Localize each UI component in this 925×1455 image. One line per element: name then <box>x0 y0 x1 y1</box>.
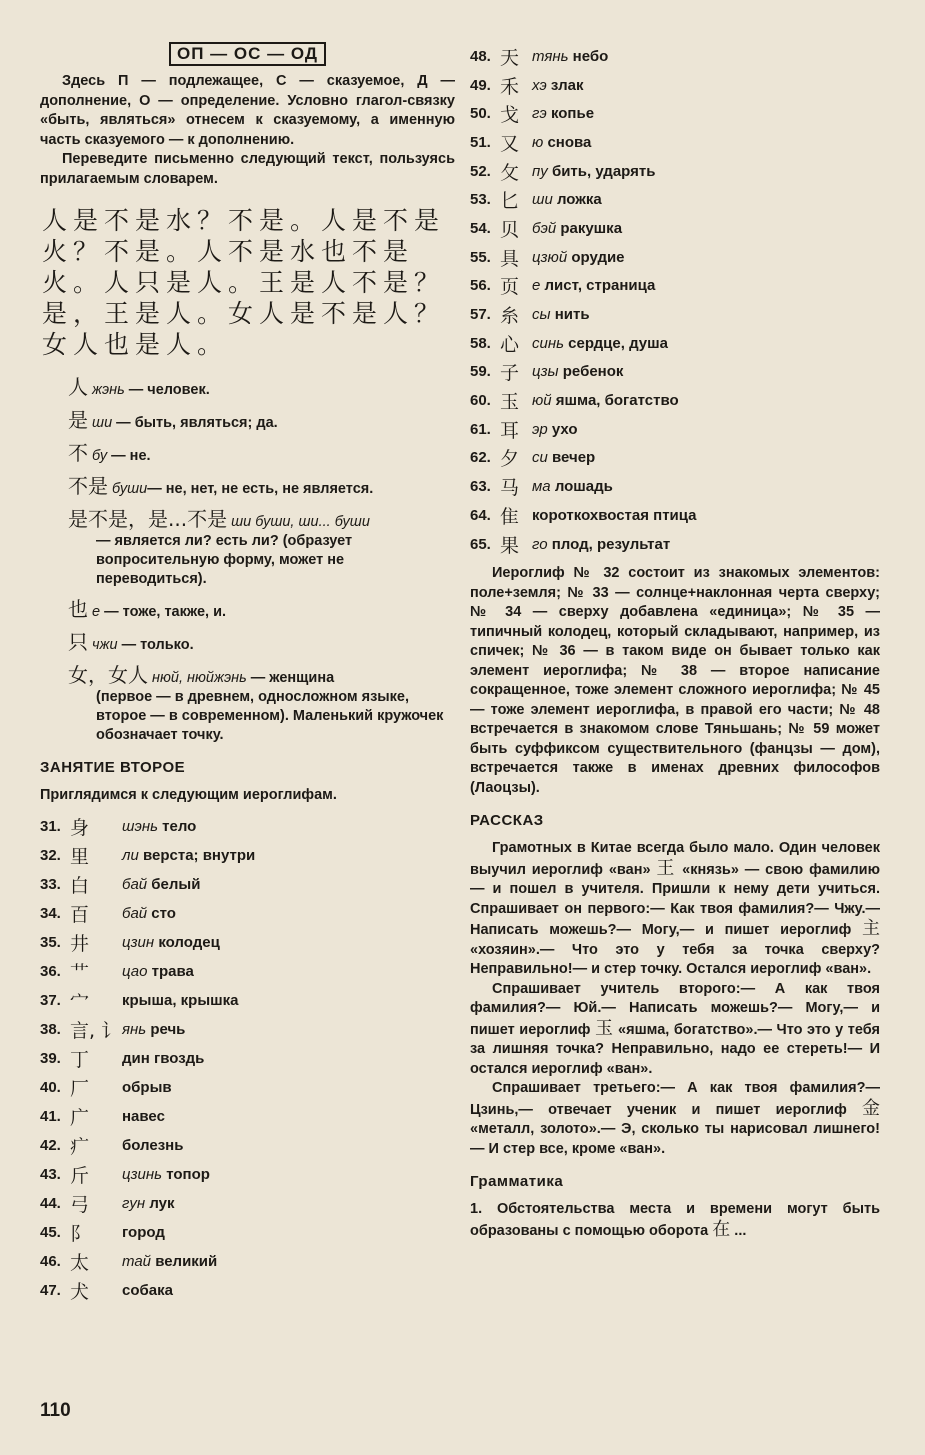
chinese-line: 人是不是水？不是。人是不是 <box>42 206 446 235</box>
entry-meaning: цзюй орудие <box>532 248 625 266</box>
character-entry <box>40 1102 455 1131</box>
entry-meaning: цзинь топор <box>122 1165 210 1183</box>
character-entry <box>470 329 880 358</box>
entry-meaning: гун лук <box>122 1194 175 1212</box>
entry-number: 39. <box>40 1049 61 1067</box>
entry-character: 戈 <box>500 104 520 127</box>
character-entry <box>40 899 455 928</box>
entry-number: 52. <box>470 162 491 180</box>
character-entry <box>40 957 455 986</box>
character-entry <box>470 71 880 100</box>
entry-number: 35. <box>40 933 61 951</box>
character-entry <box>40 870 455 899</box>
character-entry <box>470 214 880 243</box>
entry-meaning: пу бить, ударять <box>532 162 656 180</box>
entry-meaning: эр ухо <box>532 420 578 438</box>
entry-meaning: ма лошадь <box>532 478 613 496</box>
entry-number: 65. <box>470 535 491 553</box>
notes-paragraph: Иероглиф № 32 состоит из знакомых элементов: поле+земля; № 33 — солнце+наклонная черта сверху; № 34 — сверху добавлена «единица»; № 35 — типичный колодец, который складывают, например, из спичек; № 36 — в таком виде он бывает только как элемент иероглифа; № 38 — второе написание сокращенное, тоже элемент сложного иероглифа; № 45 — тоже элемент иероглифа, в правой его части; № 48 встречается в знакомом слове Тяньшань; № 59 может быть суффиксом существительного (фанцзы — дом), встречается также в именах древних философов (Лаоцзы). <box>470 565 880 796</box>
vocab-item: 是不是，是...不是 ши буши, ши... буши — является ли? есть ли? (образует вопросительную форму, может не переводиться). <box>68 507 370 587</box>
entry-number: 36. <box>40 962 61 980</box>
character-entry <box>470 300 880 329</box>
entry-character: 夕 <box>500 448 520 471</box>
vocab-item: 女，女人 нюй, нюйжэнь — женщина (первое — в древнем, односложном языке, второе — в современном). Маленький кружочек обозначает точку. <box>68 663 444 743</box>
character-entry <box>470 530 880 559</box>
story-paragraph-1: Грамотных в Китае всегда было мало. Один человек выучил иероглиф «ван» 王 «князь» — свою фамилию — и пошел в учителя. Пришли к нему дети учиться. Спрашивает он первого:— Как твоя фамилия?— Чжу.— Написать можешь?— Могу,— и пишет иероглиф 主 «хозяин».— Что это у тебя за точка сверху? Неправильно!— и стер точку. Остался иероглиф «ван». <box>470 840 880 978</box>
character-entry <box>470 157 880 186</box>
entry-meaning: дин гвоздь <box>122 1049 205 1067</box>
character-entry <box>470 42 880 71</box>
entry-meaning: цзы ребенок <box>532 363 624 381</box>
vocab-item: 不 бу — не. <box>68 441 151 465</box>
story-paragraph-3: Спрашивает третьего:— А как твоя фамилия?— Цзинь,— отвечает ученик и пишет иероглиф 金 «металл, золото».— Э, сколько ты нарисовал лишнего!— И стер все, кроме «ван». <box>470 1080 880 1157</box>
character-entry <box>470 501 880 530</box>
entry-meaning: цзин колодец <box>122 933 220 951</box>
entry-character: 果 <box>500 534 520 557</box>
entry-character: 广 <box>70 1106 90 1129</box>
entry-number: 40. <box>40 1078 61 1096</box>
page-number: 110 <box>40 1400 71 1421</box>
character-entry <box>40 1044 455 1073</box>
character-entry <box>40 1247 455 1276</box>
vocabulary-list <box>40 375 455 745</box>
entry-number: 38. <box>40 1020 61 1038</box>
vocab-item: 也 е — тоже, также, и. <box>68 597 227 621</box>
entry-meaning: навес <box>122 1107 165 1125</box>
entry-meaning: го плод, результат <box>532 535 671 553</box>
entry-character: 阝 <box>70 1222 90 1245</box>
entry-number: 53. <box>470 191 491 209</box>
entry-character: 匕 <box>500 190 520 213</box>
entry-character: 丁 <box>70 1048 90 1071</box>
entry-number: 42. <box>40 1136 61 1154</box>
entry-character: 白 <box>70 874 90 897</box>
entry-meaning: бай сто <box>122 904 176 922</box>
character-entry <box>40 1189 455 1218</box>
grammar-text: 1. Обстоятельства места и времени могут быть образованы с помощью оборота 在 ... <box>470 1201 880 1240</box>
left-column <box>40 42 455 1305</box>
entry-character: 又 <box>500 132 520 155</box>
entry-character: 马 <box>500 477 520 500</box>
entry-number: 61. <box>470 420 491 438</box>
character-entry <box>40 1276 455 1305</box>
entry-number: 44. <box>40 1194 61 1212</box>
grammar-heading: Грамматика <box>470 1173 564 1191</box>
entry-meaning: цао трава <box>122 962 194 980</box>
entry-character: 斤 <box>70 1164 90 1187</box>
entry-number: 47. <box>40 1281 61 1299</box>
character-entry <box>470 272 880 301</box>
vocab-item: 只 чжи — только. <box>68 630 194 654</box>
character-entry <box>470 472 880 501</box>
character-entry <box>40 1218 455 1247</box>
entry-number: 33. <box>40 875 61 893</box>
story-heading: РАССКАЗ <box>470 812 544 830</box>
entry-meaning: город <box>122 1223 165 1241</box>
entry-meaning: янь речь <box>122 1020 186 1038</box>
character-entry <box>470 128 880 157</box>
entry-character: 身 <box>70 816 90 839</box>
intro-paragraph-2: Переведите письменно следующий текст, пользуясь прилагаемым словарем. <box>40 151 455 187</box>
entry-character: 太 <box>70 1251 90 1274</box>
entry-character: 言, 讠 <box>70 1019 121 1042</box>
formula: ОП — ОС — ОД <box>169 42 326 66</box>
entry-meaning: ли верста; внутри <box>122 846 256 864</box>
entry-character: 攵 <box>500 161 520 184</box>
entry-number: 56. <box>470 277 491 295</box>
intro-paragraph-1: Здесь П — подлежащее, С — сказуемое, Д — дополнение, О — определение. Условно глагол-связку «быть, являться» отнесем к сказуемому, а именную часть сказуемого — к дополнению. <box>40 73 455 148</box>
entry-character: 糸 <box>500 305 520 328</box>
entry-meaning: гэ копье <box>532 105 595 123</box>
entry-character: 井 <box>70 932 90 955</box>
entry-number: 49. <box>470 76 491 94</box>
entry-meaning: шэнь тело <box>122 817 197 835</box>
entry-character: 耳 <box>500 419 520 442</box>
character-entry <box>40 928 455 957</box>
entry-meaning: короткохвостая птица <box>532 506 697 524</box>
entry-character: 弓 <box>70 1193 90 1216</box>
entry-meaning: синь сердце, душа <box>532 334 668 352</box>
chinese-line: 女人也是人。 <box>42 330 229 359</box>
entry-meaning: хэ злак <box>532 76 584 94</box>
entry-character: 百 <box>70 903 90 926</box>
entry-character: 艹 <box>70 961 90 984</box>
character-list-right <box>470 42 880 558</box>
entry-character: 犬 <box>70 1280 90 1303</box>
entry-number: 54. <box>470 219 491 237</box>
character-list-left <box>40 812 455 1305</box>
entry-meaning: ши ложка <box>532 191 602 209</box>
lesson-heading: ЗАНЯТИЕ ВТОРОЕ <box>40 759 186 776</box>
entry-meaning: собака <box>122 1281 173 1299</box>
entry-character: 隹 <box>500 505 520 528</box>
entry-number: 64. <box>470 506 491 524</box>
chinese-line: 是，王是人。女人是不是人？ <box>42 299 446 328</box>
entry-character: 贝 <box>500 218 520 241</box>
entry-meaning: ю снова <box>532 133 592 151</box>
character-entry <box>40 986 455 1015</box>
entry-number: 45. <box>40 1223 61 1241</box>
character-entry <box>470 444 880 473</box>
entry-meaning: тянь небо <box>532 47 609 65</box>
entry-meaning: бэй ракушка <box>532 219 623 237</box>
entry-character: 子 <box>500 362 520 385</box>
entry-character: 天 <box>500 46 520 69</box>
character-entry <box>470 99 880 128</box>
entry-character: 禾 <box>500 75 520 98</box>
entry-meaning: юй яшма, богатство <box>532 392 679 410</box>
character-entry <box>470 358 880 387</box>
entry-meaning: е лист, страница <box>532 277 656 295</box>
entry-number: 41. <box>40 1107 61 1125</box>
entry-number: 31. <box>40 817 61 835</box>
story-paragraph-2: Спрашивает учитель второго:— А как твоя фамилия?— Юй.— Написать можешь?— Могу,— и пишет иероглиф 玉 «яшма, богатство».— Что это у тебя за лишняя точка? Неправильно, надо ее стереть!— И остался иероглиф «ван». <box>470 980 880 1077</box>
entry-character: 玉 <box>500 391 520 414</box>
entry-meaning: сы нить <box>532 306 590 324</box>
character-entry <box>470 185 880 214</box>
entry-number: 43. <box>40 1165 61 1183</box>
entry-character: 厂 <box>70 1077 90 1100</box>
entry-meaning: обрыв <box>122 1078 172 1096</box>
character-entry <box>40 1131 455 1160</box>
character-entry <box>40 1073 455 1102</box>
entry-number: 58. <box>470 334 491 352</box>
entry-number: 57. <box>470 306 491 324</box>
entry-number: 34. <box>40 904 61 922</box>
entry-character: 具 <box>500 247 520 270</box>
entry-meaning: тай великий <box>122 1252 218 1270</box>
vocab-item: 是 ши — быть, являться; да. <box>68 408 278 432</box>
character-entry <box>470 415 880 444</box>
entry-character: 疒 <box>70 1135 90 1158</box>
chinese-text <box>42 205 455 360</box>
entry-number: 60. <box>470 392 491 410</box>
right-column <box>470 42 880 1241</box>
entry-number: 48. <box>470 47 491 65</box>
entry-number: 50. <box>470 105 491 123</box>
entry-number: 32. <box>40 846 61 864</box>
formula-box <box>40 42 455 66</box>
entry-number: 63. <box>470 478 491 496</box>
entry-number: 37. <box>40 991 61 1009</box>
entry-number: 62. <box>470 449 491 467</box>
lesson-intro: Приглядимся к следующим иероглифам. <box>40 787 337 803</box>
entry-character: 宀 <box>70 990 90 1013</box>
entry-number: 59. <box>470 363 491 381</box>
character-entry <box>40 841 455 870</box>
entry-number: 46. <box>40 1252 61 1270</box>
character-entry <box>470 243 880 272</box>
character-entry <box>40 1015 455 1044</box>
entry-character: 里 <box>70 845 90 868</box>
entry-character: 心 <box>500 333 520 356</box>
entry-meaning: крыша, крышка <box>122 991 239 1009</box>
character-entry <box>40 812 455 841</box>
chinese-line: 火。人只是人。王是人不是？ <box>42 268 446 297</box>
vocab-item: 人 жэнь — человек. <box>68 375 210 399</box>
entry-meaning: си вечер <box>532 449 596 467</box>
character-entry <box>40 1160 455 1189</box>
entry-number: 55. <box>470 248 491 266</box>
chinese-line: 火？不是。人不是水也不是 <box>42 237 415 266</box>
entry-number: 51. <box>470 133 491 151</box>
entry-character: 页 <box>500 276 520 299</box>
entry-meaning: болезнь <box>122 1136 184 1154</box>
vocab-item: 不是 буши— не, нет, не есть, не является. <box>68 474 374 498</box>
entry-meaning: бай белый <box>122 875 201 893</box>
character-entry <box>470 386 880 415</box>
